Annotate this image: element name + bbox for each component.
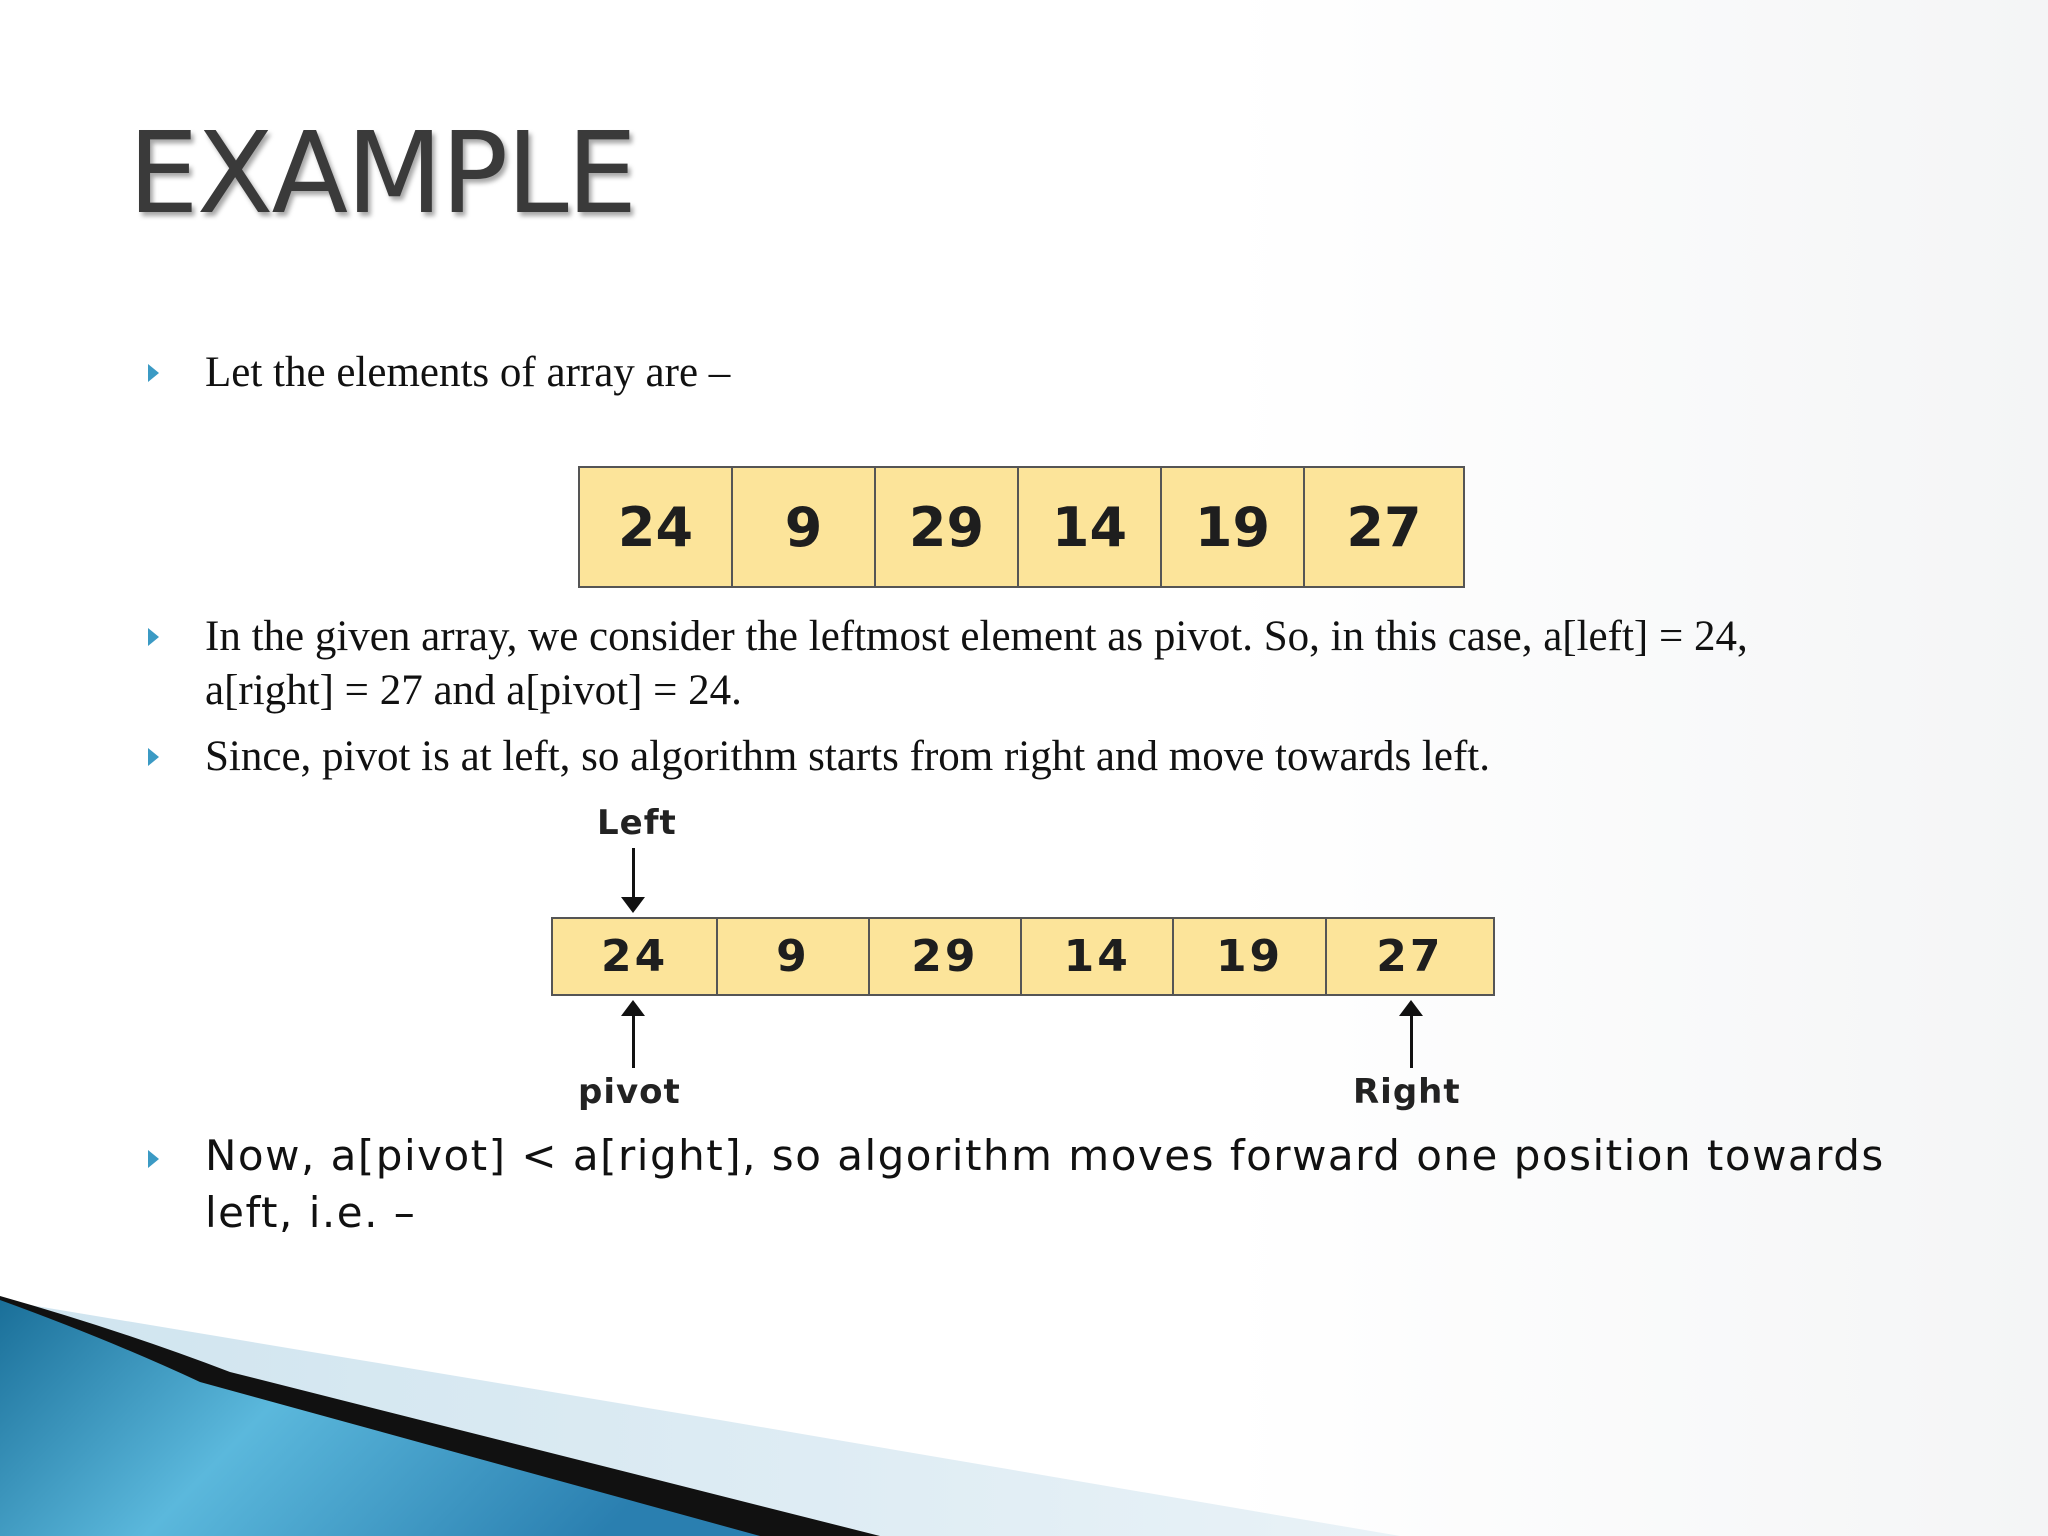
array-cell: 27 <box>1327 919 1493 994</box>
array-cell: 29 <box>870 919 1022 994</box>
array-cell: 19 <box>1162 468 1305 586</box>
slide-title: EXAMPLE <box>128 109 636 239</box>
array-cell: 29 <box>876 468 1019 586</box>
array-cell: 24 <box>553 919 718 994</box>
bullet-2-line-2: a[right] = 27 and a[pivot] = 24. <box>205 667 742 714</box>
array-cell: 14 <box>1019 468 1162 586</box>
array-cell: 27 <box>1305 468 1463 586</box>
bullet-4-line-1: Now, a[pivot] < a[right], so algorithm moves forward one position towards <box>205 1131 1885 1180</box>
bullet-4-line-2: left, i.e. – <box>205 1188 417 1237</box>
array-cell: 24 <box>580 468 733 586</box>
right-label: Right <box>1353 1072 1461 1112</box>
bullet-3-text: Since, pivot is at left, so algorithm starts from right and move towards left. <box>205 733 1490 780</box>
array-cell: 19 <box>1174 919 1326 994</box>
array-cell: 9 <box>718 919 869 994</box>
array-cell: 14 <box>1022 919 1174 994</box>
bullet-1-text: Let the elements of array are – <box>205 349 731 396</box>
array-cell: 9 <box>733 468 876 586</box>
bullet-2-line-1: In the given array, we consider the leftmost element as pivot. So, in this case, a[left] = 24, <box>205 613 1748 660</box>
left-label: Left <box>597 803 677 843</box>
pivot-label: pivot <box>578 1072 681 1112</box>
